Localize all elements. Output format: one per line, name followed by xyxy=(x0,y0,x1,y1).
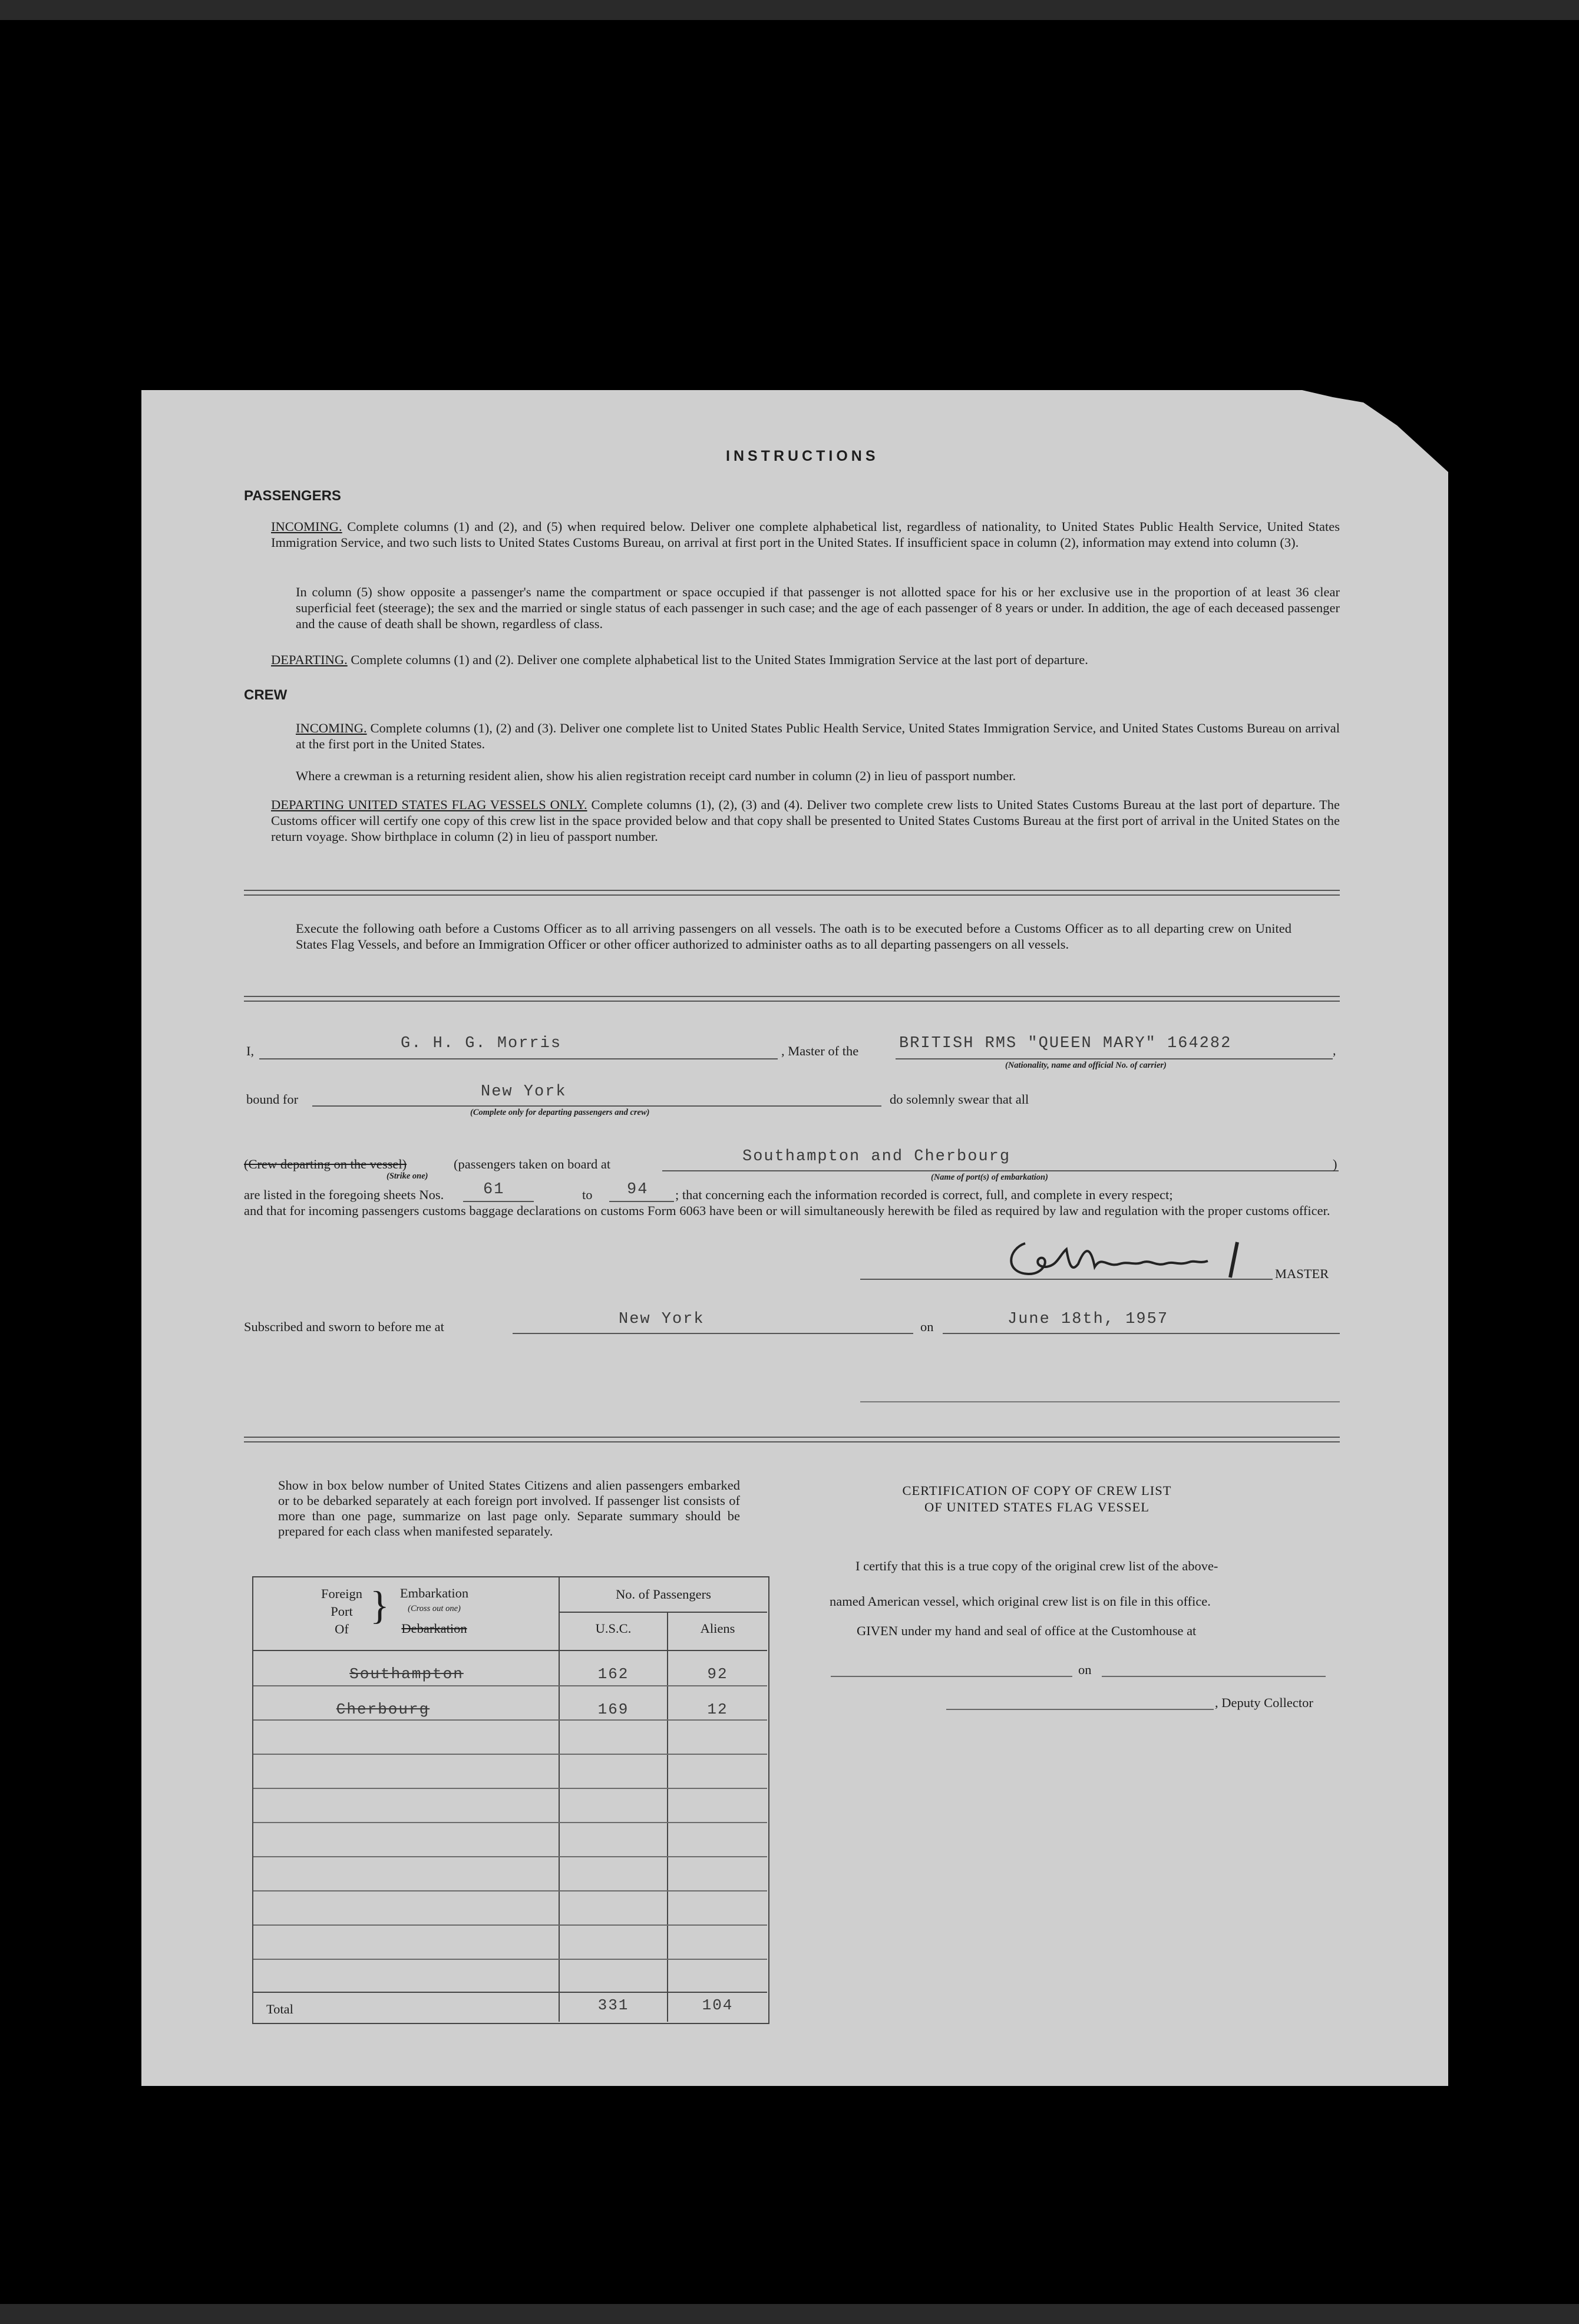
sworn-date-line xyxy=(943,1333,1340,1334)
crew-heading: CREW xyxy=(244,687,288,703)
header-port-line1: Foreign xyxy=(321,1586,362,1601)
official-line xyxy=(860,1401,1340,1402)
cert-on-label: on xyxy=(1078,1662,1092,1677)
departing-text: Complete columns (1) and (2). Deliver one complete alphabetical list to the United States Immigration Service at the last port of departure. xyxy=(351,652,1088,667)
close-paren: ) xyxy=(1333,1157,1337,1171)
column5-para: In column (5) show opposite a passenger's name the compartment or space occupied if that passenger is not allotted space for his or her exclusive use in the proportion of at least 36 clear superficial feet (steerage); the sex and the married or single status of each passenger in such case; and the age of each passenger of 8 years or under. In addition, the age of each deceased passenger and the cause of death shall be shown, regardless of class. xyxy=(296,585,1340,631)
header-port-line2: Port xyxy=(331,1604,353,1619)
header-usc: U.S.C. xyxy=(595,1621,632,1636)
cert-place-line xyxy=(831,1676,1072,1677)
bottom-border xyxy=(0,2304,1579,2324)
header-embark: Embarkation xyxy=(399,1586,469,1600)
section-divider xyxy=(244,890,1340,896)
table-row-aliens: 92 xyxy=(707,1665,728,1683)
table-col-divider xyxy=(559,1577,560,2022)
on-label: on xyxy=(920,1319,934,1334)
deputy-collector-line xyxy=(946,1709,1214,1710)
summary-instructions: Show in box below number of United States Citizens and alien passengers embarked or to be debarked separately at each foreign port involved. If passenger list consists of more than one page, summarize on last page only. Separate summary should be prepared for each class when manifested separately. xyxy=(278,1478,740,1539)
master-of-label: , Master of the xyxy=(781,1044,859,1058)
subscribed-label: Subscribed and sworn to before me at xyxy=(244,1319,444,1334)
table-header-divider xyxy=(559,1612,767,1613)
header-no-passengers: No. of Passengers xyxy=(616,1587,711,1602)
instructions-title: INSTRUCTIONS xyxy=(726,448,879,464)
total-aliens: 104 xyxy=(702,1996,734,2014)
bound-caption: (Complete only for departing passengers and crew) xyxy=(470,1108,650,1117)
certification-text-1: I certify that this is a true copy of the original crew list of the above- xyxy=(855,1559,1218,1573)
table-row-usc: 162 xyxy=(597,1665,629,1683)
certify-text2: and that for incoming passengers customs baggage declarations on customs Form 6063 have been or will simultaneously herewith be filed as required by law and regulation with the proper customs officer. xyxy=(244,1203,1330,1218)
passengers-incoming-para xyxy=(271,519,1340,550)
flag-label: DEPARTING UNITED STATES FLAG VESSELS ONLY. xyxy=(271,797,587,812)
vessel-caption: (Nationality, name and official No. of carrier) xyxy=(1005,1061,1167,1070)
deputy-collector-label: , Deputy Collector xyxy=(1215,1695,1313,1710)
sworn-at-line xyxy=(513,1333,913,1334)
section-divider xyxy=(244,1437,1340,1442)
master-name-line xyxy=(259,1058,778,1059)
sheet-from: 61 xyxy=(483,1181,505,1199)
crew-incoming-para xyxy=(296,720,1340,752)
certify-rest: ; that concerning each the information recorded is correct, full, and complete in every respect; xyxy=(675,1187,1173,1202)
table-row-aliens: 12 xyxy=(707,1701,728,1718)
header-debark: Debarkation xyxy=(401,1621,467,1636)
table-row-usc: 169 xyxy=(597,1701,629,1718)
flag-text: Complete columns (1), (2), (3) and (4). Deliver two complete crew lists to United States Customs Bureau at the last port of departure. The Customs officer will certify one copy of this crew list in the space provided below and that copy shall be presented to United States Customs Bureau at the first port of arrival in the United States on the return voyage. Show birthplace in column (2) in lieu of passport number. xyxy=(271,797,1340,844)
sheet-to-line xyxy=(609,1201,674,1202)
table-row-port: Cherbourg xyxy=(336,1701,430,1718)
strike-caption: (Strike one) xyxy=(387,1171,428,1181)
ports-caption: (Name of port(s) of embarkation) xyxy=(931,1173,1048,1182)
header-foreign-port xyxy=(312,1585,371,1638)
total-usc: 331 xyxy=(597,1996,629,2014)
departing-para xyxy=(271,652,1340,668)
oath-instructions-para: Execute the following oath before a Customs Officer as to all arriving passengers on all vessels. The oath is to be executed before a Customs Officer as to all departing crew on United States Flag Vessels, and before an Immigration Officer or other officer authorized to administer oaths as to all departing passengers on all vessels. xyxy=(296,921,1291,952)
passengers-heading: PASSENGERS xyxy=(244,488,341,504)
crew-incoming-text: Complete columns (1), (2) and (3). Deliver one complete list to United States Public Health Service, United States Immigration Service, and United States Customs Bureau on arrival at the first port in the United States. xyxy=(296,721,1340,751)
incoming-label: INCOMING. xyxy=(271,519,342,534)
certification-title-2: OF UNITED STATES FLAG VESSEL xyxy=(924,1500,1150,1514)
header-aliens: Aliens xyxy=(700,1621,735,1636)
passengers-taken-label: (passengers taken on board at xyxy=(454,1157,611,1171)
sheet-to: 94 xyxy=(627,1181,649,1199)
total-label: Total xyxy=(266,2002,293,2016)
sworn-at: New York xyxy=(619,1310,705,1328)
sheet-from-line xyxy=(463,1201,534,1202)
crew-incoming-label: INCOMING. xyxy=(296,721,367,735)
master-label: MASTER xyxy=(1275,1266,1329,1281)
vessel-name: BRITISH RMS "QUEEN MARY" 164282 xyxy=(899,1035,1232,1052)
crew-strike-text: (Crew departing on the vessel) xyxy=(244,1157,407,1171)
top-border xyxy=(0,0,1579,20)
certification-text-3: GIVEN under my hand and seal of office at the Customhouse at xyxy=(857,1623,1197,1638)
ports-value: Southampton and Cherbourg xyxy=(742,1148,1011,1166)
vessel-line xyxy=(896,1058,1333,1059)
sheets-label: are listed in the foregoing sheets Nos. xyxy=(244,1187,444,1202)
crewman-para: Where a crewman is a returning resident alien, show his alien registration receipt card number in column (2) in lieu of passport number. xyxy=(296,768,1016,783)
departing-label: DEPARTING. xyxy=(271,652,348,667)
table-row-port: Southampton xyxy=(349,1665,464,1683)
cert-date-line xyxy=(1102,1676,1326,1677)
bound-for-line xyxy=(312,1105,881,1107)
passenger-summary-table xyxy=(252,1576,769,2024)
master-signature xyxy=(1002,1232,1284,1285)
header-port-line3: Of xyxy=(335,1622,349,1636)
to-label: to xyxy=(582,1187,593,1202)
master-name: G. H. G. Morris xyxy=(401,1035,562,1052)
section-divider xyxy=(244,996,1340,1002)
swear-text: do solemnly swear that all xyxy=(890,1092,1029,1107)
oath-i-label: I, xyxy=(246,1044,255,1058)
certification-title-1: CERTIFICATION OF COPY OF CREW LIST xyxy=(902,1483,1172,1498)
sworn-date: June 18th, 1957 xyxy=(1007,1310,1169,1328)
bound-for-value: New York xyxy=(481,1083,567,1101)
brace-icon: } xyxy=(370,1583,389,1628)
ports-line xyxy=(662,1170,1339,1171)
incoming-text: Complete columns (1) and (2), and (5) when required below. Deliver one complete alphabetical list, regardless of nationality, to United States Public Health Service, United States Immigration Service, and two such lists to United States Customs Bureau, on arrival at first port in the United States. If insufficient space in column (2), information may extend into column (3). xyxy=(271,519,1340,550)
certification-text-2: named American vessel, which original crew list is on file in this office. xyxy=(830,1594,1211,1609)
bound-label: bound for xyxy=(246,1092,299,1107)
header-crossout: (Cross out one) xyxy=(408,1604,461,1613)
flag-vessels-para xyxy=(271,797,1340,844)
table-header-bottom xyxy=(253,1650,767,1651)
